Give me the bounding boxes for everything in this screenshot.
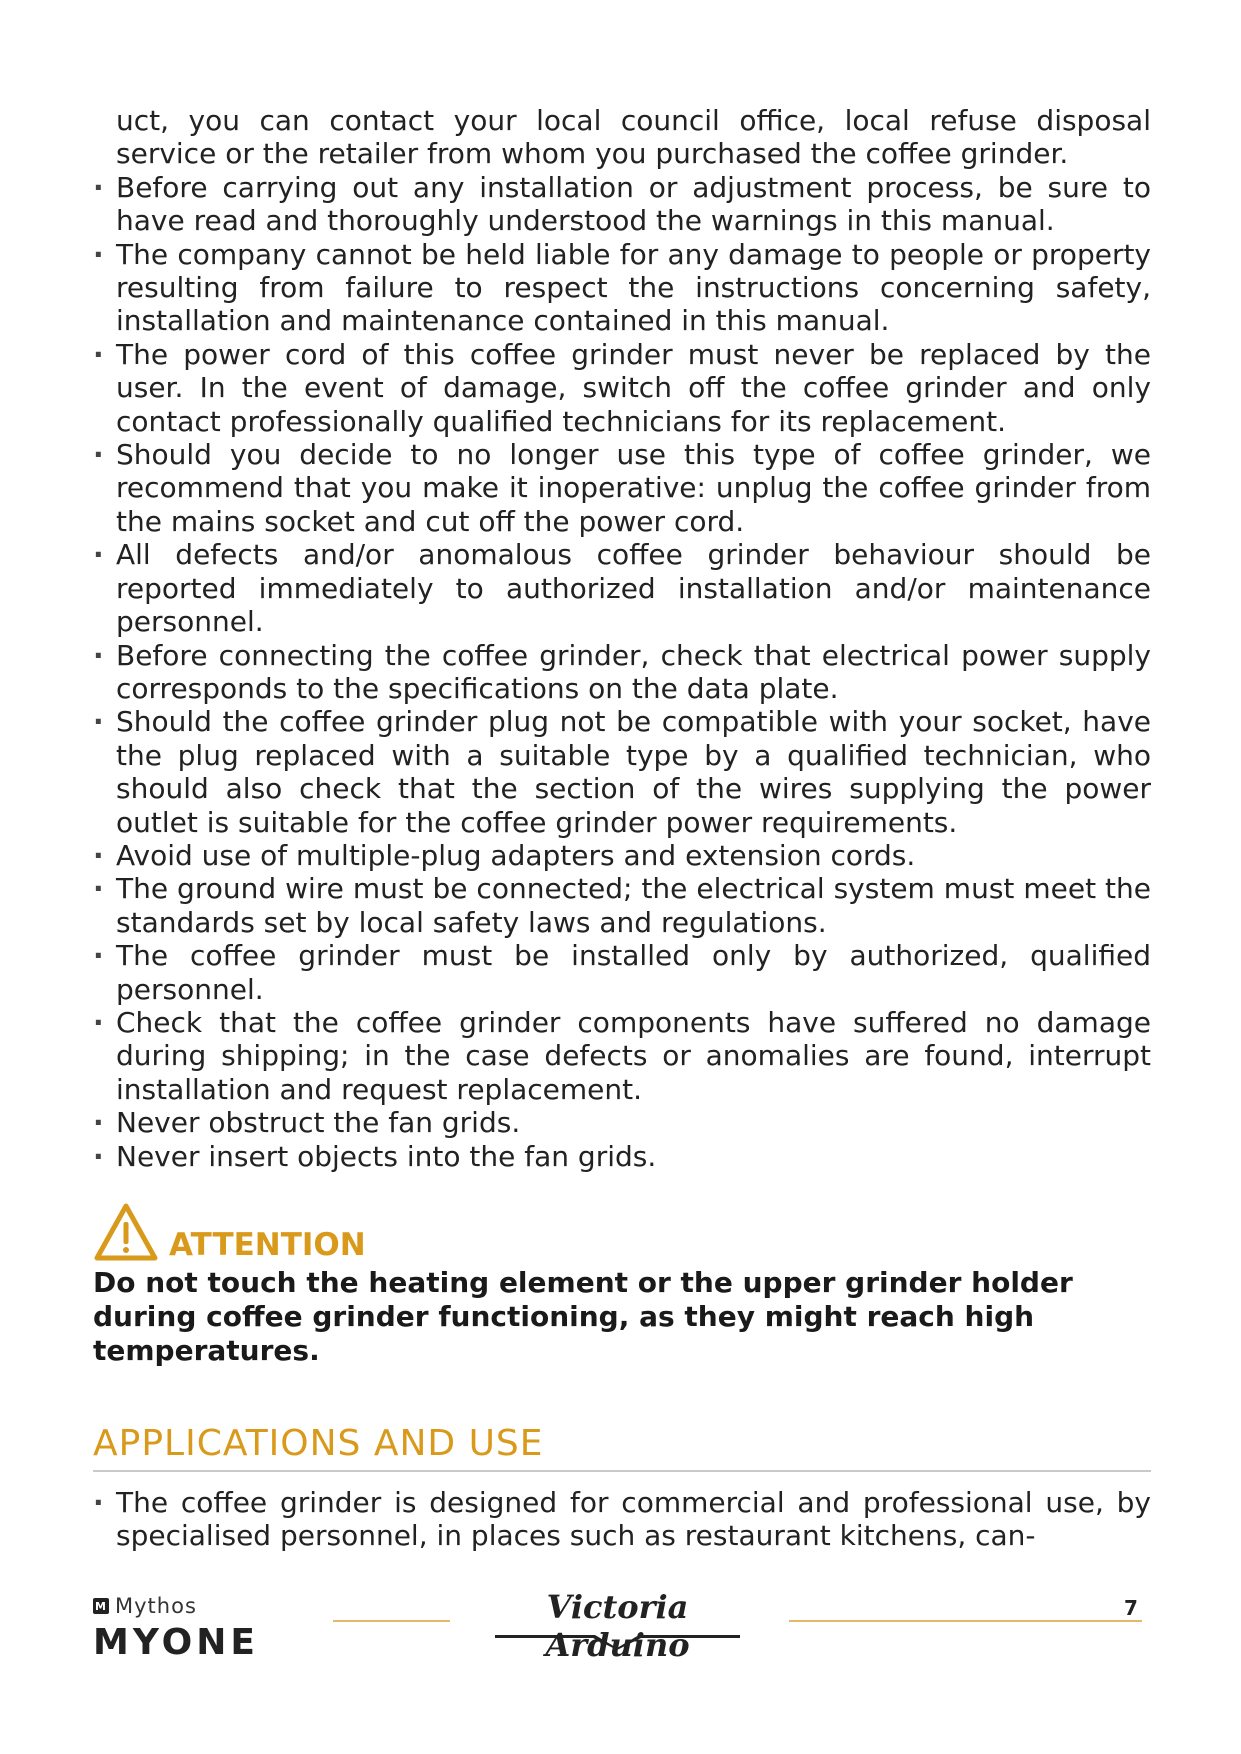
safety-bullet-list [93, 171, 1151, 1173]
myone-brand: MYONE [93, 1622, 259, 1663]
list-item: · The coffee grinder is designed for commercial and professional use, by specialised personnel, in places such as restaurant kitchens, can- [93, 1486, 1151, 1553]
logo-wing-icon [495, 1632, 740, 1650]
warning-triangle-icon [93, 1202, 159, 1262]
list-item: · Never insert objects into the fan grids. [93, 1140, 1151, 1173]
list-item: · Never obstruct the fan grids. [93, 1106, 1151, 1139]
logo-text: Victoria Arduino [545, 1588, 690, 1664]
list-item: · The company cannot be held liable for any damage to people or property resulting from failure to respect the instructions concerning safety, installation and maintenance contained in this manual. [93, 238, 1151, 338]
applications-section [93, 1422, 1151, 1553]
attention-box [93, 1200, 1151, 1368]
mythos-brand [93, 1594, 197, 1618]
list-item: · The power cord of this coffee grinder must never be replaced by the user. In the event of damage, switch off the coffee grinder and only contact professionally qualified technicians for its replacement. [93, 338, 1151, 438]
list-item: · Before carrying out any installation or adjustment process, be sure to have read and thoroughly understood the warnings in this manual. [93, 171, 1151, 238]
victoria-arduino-logo [495, 1588, 740, 1664]
list-item: · The ground wire must be connected; the electrical system must meet the standards set by local safety laws and regulations. [93, 872, 1151, 939]
section-title: APPLICATIONS AND USE [93, 1422, 1151, 1472]
attention-header [93, 1200, 1151, 1262]
list-item: · Check that the coffee grinder components have suffered no damage during shipping; in the case defects or anomalies are found, interrupt installation and request replacement. [93, 1006, 1151, 1106]
list-item: · Should the coffee grinder plug not be compatible with your socket, have the plug replaced with a suitable type by a qualified technician, who should also check that the section of the wires supplying the power outlet is suitable for the coffee grinder power requirements. [93, 705, 1151, 839]
list-item: · All defects and/or anomalous coffee grinder behaviour should be reported immediately to authorized installation and/or maintenance personnel. [93, 538, 1151, 638]
applications-bullet-list [93, 1486, 1151, 1553]
footer-rule-left [333, 1620, 450, 1622]
list-item: · The coffee grinder must be installed only by authorized, qualified personnel. [93, 939, 1151, 1006]
attention-text: Do not touch the heating element or the upper grinder holder during coffee grinder functioning, as they might reach high temperatures. [93, 1266, 1073, 1367]
intro-paragraph: uct, you can contact your local council office, local refuse disposal service or the retailer from whom you purchased the coffee grinder. [116, 104, 1151, 171]
mythos-label: Mythos [115, 1594, 197, 1618]
attention-title: ATTENTION [169, 1227, 366, 1263]
mythos-logo-icon: M [93, 1598, 109, 1614]
manual-body [93, 104, 1151, 1173]
footer-rule-right [789, 1620, 1142, 1622]
list-item: · Before connecting the coffee grinder, check that electrical power supply corresponds to the specifications on the data plate. [93, 639, 1151, 706]
list-item: · Should you decide to no longer use this type of coffee grinder, we recommend that you make it inoperative: unplug the coffee grinder from the mains socket and cut off the power cord. [93, 438, 1151, 538]
list-item: · Avoid use of multiple-plug adapters and extension cords. [93, 839, 1151, 872]
page-number: 7 [1124, 1596, 1138, 1620]
page-footer [0, 1580, 1241, 1700]
